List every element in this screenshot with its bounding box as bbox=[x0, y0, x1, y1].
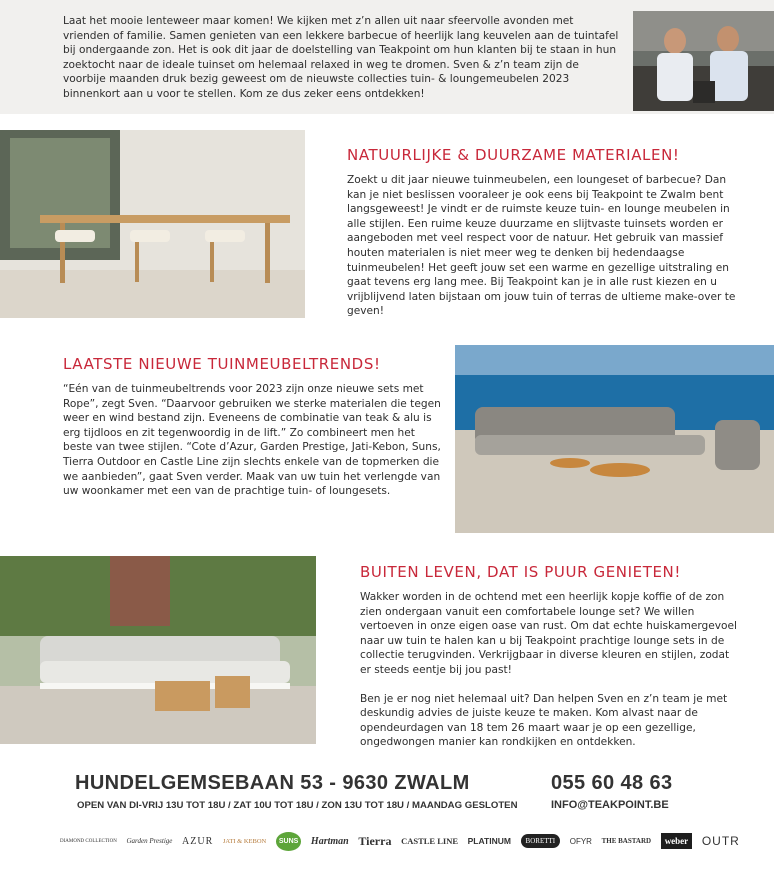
intro-panel bbox=[0, 0, 774, 114]
logo-the-bastard: THE BASTARD bbox=[601, 837, 652, 845]
section-trends-text: “Eén van de tuinmeubeltrends voor 2023 zijn onze nieuwe sets met Rope”, zegt Sven. “Daarvoor gebruiken we sterke materialen die tegen weer en wind bestand zijn. Eveneens de combinatie van teak & alu is erg tijdloos en zit tegenwoordig in de lift.” Zo combineert men het beste van twee stijlen. “Cote d’Azur, Garden Prestige, Jati-Kebon, Suns, Tierra Outdoor en Castle Line zijn slechts enkele van de topmerken die we aanbieden”, gaat Sven verder. Maak van uw tuin het verlengde van uw woonkamer met een van de prachtige tuin- of loungesets. bbox=[63, 383, 441, 498]
section-outdoor-text-2: Ben je er nog niet helemaal uit? Dan helpen Sven en z’n team je met deskundig advies de juiste keuze te maken. Kom alvast naar de opendeurdagen van 18 tem 26 maart waar je op een gezellige, ongedwongen manier kan rondkijken en ontdekken. bbox=[360, 692, 728, 749]
logo-outr: OUTR bbox=[701, 834, 740, 848]
section-outdoor-text-1: Wakker worden in de ochtend met een heerlijk kopje koffie of de zon zien ondergaan vanuit een comfortabele lounge set? We willen vertoeven in onze eigen oase van rust. Om dat echte huiskamergevoel naar uw tuin te halen kan u bij Teakpoint prachtige lounge sets in de collectie terugvinden. Verkrijgbaar in diverse kleuren en stijlen, zodat er steeds eentje bij jou past! bbox=[360, 591, 737, 676]
section-trends-title: LAATSTE NIEUWE TUINMEUBELTRENDS! bbox=[63, 355, 381, 373]
logo-azur: AZUR bbox=[182, 835, 214, 847]
opening-hours: OPEN VAN DI-VRIJ 13U TOT 18U / ZAT 10U TOT 18U / ZON 13U TOT 18U / MAANDAG GESLOTEN bbox=[77, 800, 518, 811]
section-trends bbox=[63, 355, 441, 499]
store-phone: 055 60 48 63 bbox=[551, 772, 673, 794]
intro-text: Laat het mooie lenteweer maar komen! We kijken met z’n allen uit naar sfeervolle avonden met vrienden of familie. Samen genieten van een lekkere barbecue of heerlijk lang keuvelen aan de tuintafel bij ondergaande zon. Het is ook dit jaar de doelstelling van Teakpoint om hun klanten bij te staan in hun zoektocht naar de ideale tuinset om helemaal relaxed in weg te dromen. Sven & z’n team zijn de voorbije maanden druk bezig geweest om de nieuwste collecties tuin- & loungemeubelen 2023 binnenkort aan u voor te stellen. Kom ze dus zeker eens ontdekken! bbox=[63, 15, 619, 100]
logo-hartman: Hartman bbox=[310, 835, 349, 847]
logo-diamond: DIAMOND COLLECTION bbox=[60, 838, 117, 844]
seaside-lounge-photo bbox=[455, 345, 774, 533]
logo-tierra: Tierra bbox=[358, 833, 392, 848]
brand-logos bbox=[60, 830, 740, 852]
logo-garden-prestige: Garden Prestige bbox=[126, 837, 173, 845]
garden-lounge-photo bbox=[0, 556, 316, 744]
logo-ofyr: OFYR bbox=[569, 836, 592, 846]
logo-jati-kebon: JATI & KEBON bbox=[222, 837, 267, 845]
logo-boretti: BORETTI bbox=[521, 834, 561, 848]
section-outdoor-title: BUITEN LEVEN, DAT IS PUUR GENIETEN! bbox=[360, 563, 681, 581]
section-materials-text: Zoekt u dit jaar nieuwe tuinmeubelen, een loungeset of barbecue? Dan kan je niet beslissen vooraleer je ook eens bij Teakpoint te Zwalm bent langsgeweest! Je vindt er de ruimste keuze tuin- en lounge meubelen in alle stijlen. Een ruime keuze duurzame en slijtvaste tuinsets worden er aangeboden met veel respect voor de natuur. Het gebruik van massief houten materialen is niet meer weg te denken bij hedendaagse tuinmeubelen! Het geeft jouw set een warme en gezellige uitstraling en gaat tevens erg lang mee. Bij Teakpoint kan je in alle rust kiezen en u vrijblijvend laten bijstaan om jouw tuin of terras de ultieme make-over te geven! bbox=[347, 174, 736, 318]
section-materials-title: NATUURLIJKE & DUURZAME MATERIALEN! bbox=[347, 146, 680, 164]
section-materials bbox=[347, 146, 737, 319]
store-address: HUNDELGEMSEBAAN 53 - 9630 ZWALM bbox=[75, 772, 470, 794]
dining-set-photo bbox=[0, 130, 305, 318]
store-email: INFO@TEAKPOINT.BE bbox=[551, 799, 669, 811]
logo-platinum: PLATINUM bbox=[467, 836, 511, 846]
section-outdoor-living bbox=[360, 563, 740, 750]
logo-castle-line: CASTLE LINE bbox=[401, 836, 459, 846]
logo-weber: weber bbox=[661, 833, 693, 849]
contact-footer bbox=[0, 768, 774, 879]
team-photo bbox=[633, 11, 774, 111]
logo-suns: SUNS bbox=[276, 832, 301, 851]
